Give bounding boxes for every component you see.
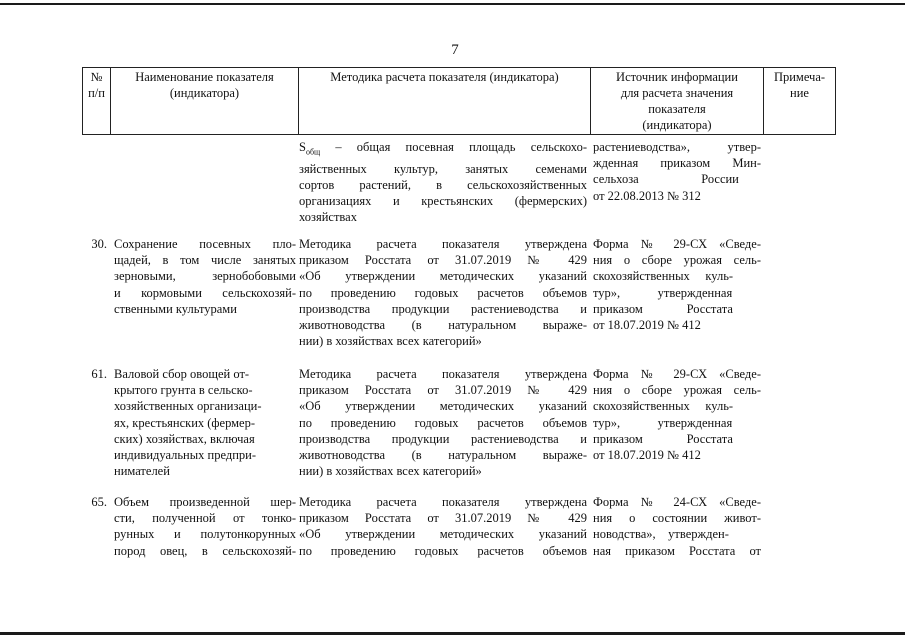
row-number: 30. xyxy=(91,237,107,251)
row-indicator-name: Сохранение посевных пло- щадей, в том числе занятых зерновыми, зернобобовыми и кормовыми сельскохозяй- ственными культурами xyxy=(114,237,296,316)
row-source: Форма № 29-СХ «Сведе- ния о сборе урожая сель- скохозяйственных куль- тур», утвержденная приказом Росстата от 18.07.2019 № 412 xyxy=(593,237,761,333)
row-method: Методика расчета показателя утверждена приказом Росстата от 31.07.2019 № 429 «Об утверждении методических указаний по проведению годовых расчетов объемов xyxy=(299,495,587,558)
row-method: Методика расчета показателя утверждена приказом Росстата от 31.07.2019 № 429 «Об утверждении методических указаний по проведению годовых расчетов объемов производства продукции растениеводства и животноводства (в натуральном выраже- нии) в хозяйствах всех категорий» xyxy=(299,367,587,479)
continuation-source: растениеводства», утвер- жденная приказом Мин- сельхоза России от 22.08.2013 № 312 xyxy=(593,140,761,203)
header-bottom-border xyxy=(82,134,836,135)
continuation-method: $S_{общ}$ – общая посевная площадь сельскохо- зяйственных культур, занятых семенами сортов растений, в сельскохозяйственных организациях и крестьянских (фермерских) хозяйствах xyxy=(299,140,587,225)
row-indicator-name: Валовой сбор овощей от- крытого грунта в сельско- хозяйственных организаци- ях, крестьянских (фермер- ских) хозяйствах, включая индивидуальных предпри- нимателей xyxy=(114,367,262,479)
header-source: Источник информации для расчета значения показателя (индикатора) xyxy=(616,70,738,132)
row-number: 65. xyxy=(91,495,107,509)
bottom-border-line xyxy=(0,632,905,635)
header-method: Методика расчета показателя (индикатора) xyxy=(330,70,559,84)
header-indicator-name: Наименование показателя (индикатора) xyxy=(135,70,274,100)
row-method: Методика расчета показателя утверждена приказом Росстата от 31.07.2019 № 429 «Об утверждении методических указаний по проведению годовых расчетов объемов производства продукции растениеводства и животноводства (в натуральном выраже- нии) в хозяйствах всех категорий» xyxy=(299,237,587,349)
top-border-line xyxy=(0,3,905,5)
header-divider xyxy=(835,67,836,134)
header-number: № п/п xyxy=(88,70,105,100)
page-number: 7 xyxy=(451,42,459,58)
header-note: Примеча- ние xyxy=(773,70,826,100)
row-source: Форма № 29-СХ «Сведе- ния о сборе урожая сель- скохозяйственных куль- тур», утвержденная приказом Росстата от 18.07.2019 № 412 xyxy=(593,367,761,463)
row-indicator-name: Объем произведенной шер- сти, полученной от тонко- рунных и полутонкорунных пород овец, в сельскохозяй- xyxy=(114,495,296,558)
row-source: Форма № 24-СХ «Сведе- ния о состоянии живот- новодства», утвержден- ная приказом Росстата от xyxy=(593,495,761,558)
row-number: 61. xyxy=(91,367,107,381)
